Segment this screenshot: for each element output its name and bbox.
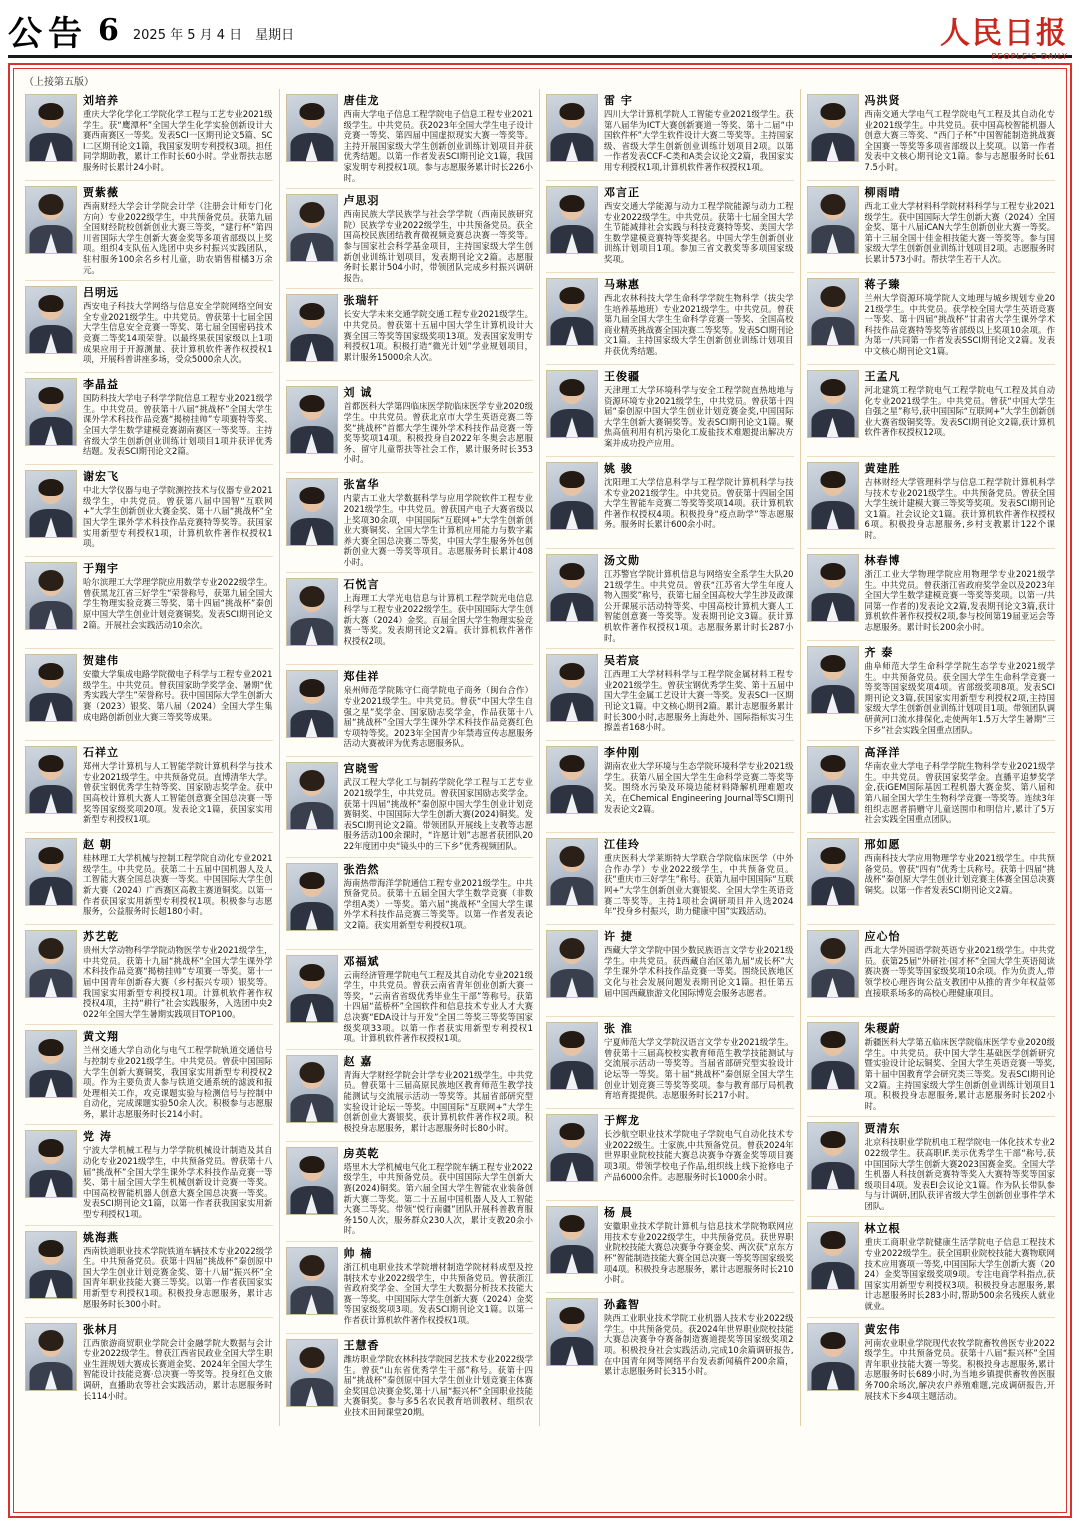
portrait-photo: [25, 654, 77, 722]
person-description: 武汉工程大学化工与制药学院化学工程与工艺专业2021级学生，中共党员。曾获国家国励志奖学金。获第十四届“挑战杯”秦创原中国大学生创业计划竞赛铜奖、中国国际大学生创新大赛(2024)铜奖。发表SCI期刊论文2篇。带领团队开展线上支教等志愿服务活动100余课时，“许愿计划”志愿者获团队2022年度团中央“镜头中的三下乡”优秀视频团队。: [343, 777, 533, 852]
person-description: 长安大学未来交通学院交通工程专业2021级学生。中共党员。曾获第十五届中国大学生计算机设计大赛全国三等奖等国家级奖项13项。发表国家发明专利授权1项。积极打造“微光计划”学业规划项目，累计服务15000余人次。: [343, 309, 533, 362]
publication-date: 2025 年 5 月 4 日 星期日: [132, 28, 295, 43]
portrait-photo: [546, 554, 598, 622]
entry-text: [604, 370, 794, 451]
award-entry: [807, 457, 1056, 549]
entry-text: [865, 278, 1056, 359]
newspaper-logo-text: 人民日报: [940, 16, 1068, 51]
person-description: 长沙航空职业技术学院电子学院电气自动化技术专业2022级生。士家族,中共预备党员。曾获2024年世界职业院校技能大赛总决赛争夺赛金奖等项目赛项3项。带领学校电子作品,组织线上线下抢修电子产品6000余件。志愿服务时长1000余小时。: [604, 1129, 794, 1182]
entry-text: [344, 762, 534, 851]
award-entry: [286, 858, 534, 950]
entry-text: [865, 1022, 1056, 1111]
portrait-photo: [286, 1147, 338, 1215]
portrait-photo: [807, 646, 859, 714]
portrait-photo: [546, 838, 598, 906]
entry-text: [83, 562, 273, 643]
person-description: 安徽职业技术学院计算机与信息技术学院物联网应用技术专业2022级学生，中共预备党员。获世界职业院校技能大赛总决赛争夺赛金奖、两次获“京东方杯”智能制造技能大赛全国总决赛一等奖等国家级奖项4项。积极投身志愿服务，累计志愿服务时长210小时。: [604, 1221, 794, 1285]
person-name: 齐 泰: [864, 646, 894, 659]
award-entry: [807, 1217, 1056, 1317]
person-name: 朱稷蔚: [864, 1022, 901, 1036]
person-name: 林立根: [864, 1222, 901, 1236]
portrait-photo: [286, 194, 338, 262]
person-name: 郑佳祥: [343, 670, 380, 684]
person-name: 杨 晨: [604, 1206, 633, 1220]
award-entry: [807, 641, 1056, 741]
person-name: 张 淮: [604, 1022, 633, 1036]
entry-column: [540, 89, 801, 1426]
award-entry: [286, 381, 534, 473]
person-description: 浙江工业大学物理学院应用物理学专业2021级学生。中共党员。曾获浙江省政府奖学金以及2023年全国大学生数学建模竞赛一等奖等奖项。以第一/共同第一作者的)发表论文2篇,发表期刊论文3篇,获计算机软件著作权授权2项,参与校间第19届亚运会等志愿服务。累计时长200余小时。: [864, 569, 1055, 632]
portrait-photo: [546, 1206, 598, 1274]
person-name: 苏艺乾: [83, 930, 119, 944]
award-entry: [25, 557, 273, 649]
person-description: 曲阜师范大学生命科学学院生态学专业2021级学生。中共预备党员。获全国大学生生命科学竞赛一等奖等国家级奖项4项。省部级奖项8项。发表SCI期刊论文3篇,获国家实用新型专利授权2项,主持国家级大学生创新创业训练计划项目1项。带领团队调研黄河口流水排保化,走使两年1.5万大学生暑期“三下乡”社会实践全国重点团队。: [864, 661, 1055, 735]
portrait-photo: [286, 578, 338, 646]
person-description: 北京科技职业学院机电工程学院电一体化技术专业2022级学生。获高职IF.美示优秀学生干部“称号,获中国国际大学生创新大赛2023国赛金奖。全国大学生机器人科技创新竞赛特等奖入大赛特等奖等国家级项目4项。发表EI会议论文1篇。作为队长带队参与与计调研,团队获评省级大学生创新创业事件学术团队。: [864, 1137, 1055, 1211]
portrait-photo: [286, 294, 338, 362]
announcement-frame: [8, 63, 1072, 1518]
award-entry: [546, 649, 794, 741]
person-name: 石祥立: [83, 746, 119, 760]
award-entry: [807, 833, 1056, 925]
award-entry: [546, 365, 794, 457]
person-description: 哈尔滨理工大学理学院应用数学专业2022级学生。曾获黑龙江省三好学生“荣誉称号，获第九届全国大学生物理实验竞赛三等奖、第十四届“挑战杯”秦创原中国大学生创业计划竞赛铜奖。发表SCI期刊论文2篇。开展社会实践活动10余次。: [83, 577, 273, 630]
award-entry: [546, 1017, 794, 1109]
entry-text: [604, 654, 794, 735]
person-description: 泉州师范学院陈守仁商学院电子商务（闽台合作）专业2021级学生。中共党员。曾获“中国大学生自强之星”奖学金、国家励志奖学金，作品获第十八届“挑战杯”全国大学生课外学术科技作品竞赛红色专项特等奖。2023年全国青少年禁毒宣传志愿服务活动大赛被评为优秀志愿服务队。: [343, 685, 533, 749]
entry-text: [865, 554, 1056, 635]
entry-text: [865, 930, 1056, 1011]
person-name: 应心怡: [864, 930, 901, 944]
award-entry: [546, 833, 794, 925]
portrait-photo: [286, 762, 338, 830]
portrait-photo: [286, 478, 338, 546]
portrait-photo: [807, 1323, 859, 1391]
portrait-photo: [286, 1247, 338, 1315]
person-description: 西北农林科技大学生命科学学院生物科学（拔尖学生培养基地班）专业2021级学生。中共党员。曾获第九届全国大学生生命科学竞赛一等奖、全国高校商业精英挑战赛全国决赛二等奖等。发表SCI期刊论文1篇。主持国家级大学生创新创业训练计划项目并获优秀结题。: [604, 293, 794, 356]
section-title: 公告: [8, 14, 88, 54]
entry-text: [83, 286, 273, 367]
continued-note: （上接第五版）: [24, 77, 94, 88]
portrait-photo: [25, 746, 77, 814]
person-name: 赵 朝: [83, 838, 112, 852]
portrait-photo: [25, 1030, 77, 1098]
person-name: 张富华: [343, 478, 380, 492]
person-name: 贾清东: [864, 1122, 901, 1136]
person-name: 姚海燕: [83, 1230, 119, 1244]
person-description: 西北工业大学材料科学院材料科学与工程专业2021级学生。获中国国际大学生创新大赛（2024）全国金奖、第十八届iCAN大学生创新创业大赛一等奖。第十三届全国十佳金相技能大赛一等奖等。参与国家级大学生创新创业训练计划项目2项。志愿服务时长累计573小时。帮扶学生若干人次。: [864, 201, 1055, 264]
person-name: 于翔宇: [83, 562, 119, 576]
portrait-photo: [546, 278, 598, 346]
person-name: 许 捷: [604, 930, 633, 944]
entry-text: [344, 194, 534, 283]
entry-text: [344, 1339, 534, 1421]
person-name: 孙鑫智: [604, 1298, 640, 1312]
entry-text: [83, 838, 273, 919]
portrait-photo: [807, 278, 859, 346]
person-description: 湖南农业大学环境与生态学院环境科学专业2021级学生。获第八届全国大学生生命科学竞赛二等奖等奖。围绕水污染及环境边能材料降解机理难题攻关，在Chemical Engineering Journal等SCI期刊发表论文2篇。: [604, 761, 794, 814]
person-name: 宫晓雪: [343, 762, 380, 776]
page-number: 6: [98, 13, 119, 48]
person-description: 天津理工大学环境科学与安全工程学院直热地地与资源环境专业2021级学生，中共党员。曾获第十四届“秦创原中国大学生创业计划竞赛金奖,中国国际大学生创新大赛铜奖等。发表SCI期刊论文1篇。聚焦高值利用有机污染化工废盐技术难题提出解决方案并成功投产应用。: [604, 385, 794, 448]
portrait-photo: [807, 838, 859, 906]
award-entry: [807, 365, 1056, 457]
entry-text: [83, 930, 273, 1019]
person-description: 西北大学外国语学院英语专业2021级学生。中共党员。获第25届“外研社·国才杯”全国大学生英语阅读赛决赛一等奖等国家级奖项10余项。作为负责人,带领学校心理咨询公益支教团中从推的青少年权益邻直接联系场多的高校心理健康项目。: [864, 945, 1055, 998]
person-description: 云南经济管理学院电气工程及其自动化专业2021级学生，中共党员。曾获云南省青年创业创新大赛一等奖，“云南省省级优秀毕业生干部”等称号。获第十四届“蓝桥杯”全国软件和信息技术专业人才大赛总决赛“EDA设计与开发”全国二等奖三等奖等国家级奖项33项。以第一作者获实用新型专利授权1项。计算机软件著作权授权1项。: [343, 969, 533, 1044]
person-name: 卢思羽: [343, 194, 380, 208]
award-entry: [546, 457, 794, 549]
portrait-photo: [807, 930, 859, 998]
person-description: 青海大学财经学院会计学专业2021级学生。中共党员。曾获第十三届高原民族地区教育师范生教学技能测试与交流展示活动一等奖等。其届省部研究型实验设计论坛一等奖。中国国际“互联网+”大学生创新创业大赛银奖，获计算机软件著作权2项。积极投身志愿服务，累计志愿服务时长80小时。: [343, 1069, 533, 1133]
person-description: 重庆工商职业学院健康生活学院电子信息工程技术专业2022级学生。获全国职业院校技能大赛物联网技术应用赛项一等奖,中国国际大学生创新大赛（2024）金奖等国家级奖项9项。专注电商学科指点,获国家实用新型专利授权3项。积极投身志愿服务,累计志愿服务时长283小时,帮助500余名残疾人就业就业。: [864, 1237, 1055, 1312]
person-name: 于辉龙: [604, 1114, 640, 1128]
portrait-photo: [25, 838, 77, 906]
portrait-photo: [546, 462, 598, 530]
award-entry: [546, 181, 794, 273]
person-description: 吉林财经大学管理科学与信息工程学院计算机科学与技术专业2021级学生。中共预备党员。曾获全国大学生统计建模大赛三等奖等奖项。发表SCI期刊论文1篇。社会议论文1篇。获计算机软件著作权授权6项。积极投身志愿服务,乡村支教累计122个课时。: [864, 477, 1055, 540]
entry-text: [344, 1147, 534, 1236]
portrait-photo: [25, 94, 77, 162]
person-name: 张林月: [83, 1322, 119, 1336]
portrait-photo: [25, 286, 77, 354]
entry-text: [83, 654, 273, 735]
award-entry: [807, 549, 1056, 641]
person-description: 西南铁道职业技术学院铁道车辆技术专业2022级学生。中共预备党员。获第十四届“挑战杯”秦创原中国大学生创业计划竞赛金奖、第十八届“振兴杯”全国青年职业技能大赛三等奖。以第一作者获国家实用新型专利授权1项。积极投身志愿服务，累计志愿服务时长300小时。: [83, 1245, 273, 1309]
award-entry: [546, 925, 794, 1017]
person-description: 华南农业大学电子科学学院生物科学专业2021级学生。中共党员。曾获国家奖学金。直播平追梦奖学金,获iGEM国际基因工程机器大赛金奖、第八届和第八届全国大学生生物科学竞赛一等奖等。连续3年组织志愿者捐赠守儿童送围巾和明信片,累计了5万社会实践全国重点团队。: [864, 761, 1055, 825]
award-entry: [807, 1017, 1056, 1117]
entry-text: [604, 930, 794, 1011]
person-name: 刘培养: [83, 94, 119, 107]
portrait-photo: [807, 1222, 859, 1290]
award-entry: [286, 1142, 534, 1242]
award-entry: [25, 181, 273, 281]
entry-text: [865, 1122, 1056, 1211]
person-name: 林春博: [864, 554, 901, 567]
person-name: 贾紫薇: [83, 186, 119, 199]
award-entry: [286, 1242, 534, 1334]
person-name: 吕明远: [83, 286, 119, 300]
person-name: 赵 嘉: [343, 1054, 373, 1068]
person-name: 冯洪贤: [864, 94, 901, 107]
entry-text: [865, 94, 1056, 175]
entry-column: [801, 89, 1062, 1426]
person-description: 四川大学计算机学院人工智能专业2021级学生。获第八届华为ICT大赛创新赛道一等奖、第十二届“中国软件杯”大学生软件设计大赛二等奖等。主持国家级、省级大学生创新创业训练计划项目2项。以第一作者发表CCF-C类和A类会议论文2篇，我国家实用专利授权1项,计算机软件著作权授权1项。: [604, 109, 794, 172]
person-name: 邢如愿: [864, 838, 901, 852]
portrait-photo: [546, 654, 598, 722]
person-description: 河南农业职业学院现代农牧学院畜牧兽医专业2022级学生。中共预备党员。获第十八届“振兴杯”全国青年职业技能大赛一等奖。积极投身志愿服务,累计志愿服务时长689小时,为当地乡镇提供畜牧兽医服务700余场次,解决农户养殖难题,完成调研报告,开展技术下乡4项主题活动。: [864, 1337, 1055, 1401]
person-description: 西南大学电子信息工程学院电子信息工程专业2021级学生。中共党员。获2023年全国大学生电子设计竞赛一等奖、第四届中国虚拟现实大赛一等奖等。主持开展国家级大学生创新创业训练计划项目并获优秀结题。以第一作者发表SCI期刊论文1篇，我国家发明专利授权1项。参与志愿服务累计时长226小时。: [343, 109, 533, 183]
entry-column: [19, 89, 280, 1426]
portrait-photo: [25, 562, 77, 630]
portrait-photo: [286, 94, 338, 162]
portrait-photo: [807, 746, 859, 814]
person-description: 江西旅游商贸职业学院会计金融学院大数据与会计专业2022级学生。曾获江西省民政业全国大学生职业生涯规划大赛成长赛道金奖、2024年全国大学生智能设计技能竞赛·总决赛一等奖等。投身红色文旅调研，直播助农等社会实践活动，累计志愿服务时长114小时。: [83, 1337, 273, 1401]
person-description: 西南交通大学电气工程学院电气工程及其自动化专业2021级学生。中共党员。获中国高校智能机器人创意大赛三等奖、“西门子杯”中国智能制造挑战赛全国赛一等奖等多项省部级以上奖项。以第一作者发表中文核心期刊论文1篇。参与志愿服务时长617.5小时。: [864, 109, 1055, 172]
portrait-photo: [807, 1122, 859, 1190]
person-description: 兰州大学资源环境学院人文地理与城乡规划专业2021级学生。中共党员。获学校全国大学生英语竞赛一等奖、第十四届“挑战杯”甘肃省大学生课外学术科技作品竞赛特等奖等省部级以上奖项10余项。作为第一/共同第一作者发表SSCI期刊论文2篇。发表中文核心期刊论文1篇。: [864, 293, 1055, 356]
portrait-photo: [807, 554, 859, 622]
portrait-photo: [286, 386, 338, 454]
portrait-photo: [286, 670, 338, 738]
entry-text: [604, 1206, 794, 1287]
entry-text: [604, 186, 794, 267]
entry-text: [83, 1323, 273, 1405]
award-entry: [25, 833, 273, 925]
award-entry: [286, 573, 534, 665]
person-description: 宁波大学机械工程与力学学院机械设计制造及其自动化专业2021级学生，中共预备党员。曾获第十八届“挑战杯”全国大学生课外学术科技作品竞赛一等奖、第十届全国大学生机械创新设计竞赛一等奖。中国高校智能机器人创意大赛全国总决赛一等奖。发表SCI期刊论文1篇，以第一作者获我国家实用新型专利授权1项。: [83, 1145, 273, 1220]
person-description: 塔里木大学机械电气化工程学院车辆工程专业2022级学生，中共预备党员。获中国国际大学生创新大赛(2024)铜奖。第六届全国大学生智能农业装备创新大赛二等奖。第二十五届中国机器人及人工智能大赛二等奖。带领“悦行南疆”团队开展科普教育服务150人次，服务群众230人次，累计支教20余小时。: [343, 1161, 533, 1236]
award-entry: [286, 473, 534, 573]
portrait-photo: [546, 186, 598, 254]
person-name: 高泽洋: [864, 746, 901, 760]
portrait-photo: [807, 370, 859, 438]
award-entry: [807, 741, 1056, 833]
person-description: 海南热带海洋学院通信工程专业2021级学生。中共预备党员。获第十五届全国大学生数学竞赛（非数学组A类）一等奖。第六届“挑战杯”全国大学生课外学术科技作品竞赛三等奖等。以第一作者发表论文2篇。获实用新型专利授权1项。: [343, 877, 533, 930]
person-description: 浙江机电职业技术学院增材制造学院材料成型及控制技术专业2022级学生，中共预备党员。曾获浙江省政府奖学金、全国大学生大数据分析技术技能大赛一等奖。中国国际大学生创新大赛（2024）金奖等国家级奖项3项。发表SCI期刊论文1篇。以第一作者获计算机软件著作权授权1项。: [343, 1261, 533, 1325]
award-entry: [286, 665, 534, 757]
award-entry: [546, 741, 794, 833]
award-entry: [25, 465, 273, 557]
entry-column: [280, 89, 541, 1426]
award-entry: [546, 549, 794, 649]
entry-text: [865, 462, 1056, 543]
portrait-photo: [546, 930, 598, 998]
entry-text: [83, 746, 273, 827]
person-description: 陕西工业职业技术学院工业机器人技术专业2022级学生。中共预备党员。获2024年世界职业院校技能大赛总决赛争夺赛备制造赛道提奖等国家级奖项2项。积极投身社会实践活动,完成10余篇调研报告,在中国青年网等网络平台发表新闻稿件200余篇，累计志愿服务时长315小时。: [604, 1313, 794, 1377]
award-entry: [286, 1050, 534, 1142]
person-name: 吴若宸: [604, 654, 640, 668]
portrait-photo: [286, 1339, 338, 1407]
portrait-photo: [546, 1298, 598, 1366]
entry-text: [83, 1130, 273, 1219]
person-description: 新疆医科大学第五临床医学院临床医学专业2020级学生。中共党员。获中国大学生基础医学创新研究暨实验设计论坛铜奖、全国大学生英语竞赛一等奖,第十届中国教育学会研究类三等奖。发表SCI期刊论文2篇。主持国家级大学生创新创业训练计划项目1项。积极投身志愿服务,累计志愿服务时长202小时。: [864, 1037, 1055, 1111]
entry-text: [344, 670, 534, 751]
person-description: 安徽大学集成电路学院微电子科学与工程专业2021级学生。中共党员。曾获国家助学奖学金、暑期“优秀实践大学生”荣誉称号。获中国国际大学生创新大赛（2023）银奖、第八届（2024）全国大学生集成电路创新创业大赛三等奖等成果。: [83, 669, 273, 722]
award-entry: [25, 1318, 273, 1410]
award-entry: [286, 950, 534, 1050]
entry-text: [83, 470, 273, 551]
entry-text: [604, 838, 794, 919]
person-name: 李仲刚: [604, 746, 640, 760]
person-name: 贺建伟: [83, 654, 119, 668]
person-description: 河北建筑工程学院电气工程学院电气工程及其自动化专业2021级学生。中共党员。曾获“中国大学生自强之星”称号,获中国国际“互联网+”大学生创新创业大赛省级铜奖等。发表SCI期刊论文2篇,获计算机软件著作权授权12项。: [864, 385, 1055, 438]
portrait-photo: [546, 94, 598, 162]
person-name: 张浩然: [343, 862, 380, 876]
entry-text: [344, 478, 534, 567]
person-description: 贵州大学动物科学学院动物医学专业2021级学生，中共党员。获第十九届“挑战杯”全国大学生课外学术科技作品竞赛“揭榜挂帅”专项赛一等奖。第十一届中国青年创新春大赛（乡村振兴专项）银奖等。我国家实用新型专利授权1项。计算机软件著作权授权4项，主持“耕行”社会实践服务，入选团中央2022年全国大学生暑期实践项目TOP100。: [83, 945, 273, 1019]
person-description: 江西理工大学材料科学与工程学院金属材料工程专业2021级学生。曾获宝钢优秀学生奖、第十五届中国大学生金属工艺设计大赛一等奖。发表SCI一区期刊论文1篇。中文核心期刊2篇。累计志愿服务累计时长300小时,志愿服务上海赴外、国际指标实习生擦盖者168小时。: [604, 669, 794, 733]
entry-text: [344, 863, 534, 944]
entry-text: [604, 462, 794, 543]
entry-text: [865, 746, 1056, 827]
person-name: 刘 诚: [343, 386, 373, 400]
award-entry: [25, 1025, 273, 1125]
portrait-photo: [807, 1022, 859, 1090]
entry-text: [344, 94, 534, 183]
person-name: 张瑞轩: [343, 294, 380, 308]
person-description: 桂林理工大学机械与控制工程学院自动化专业2021级学生。中共党员。获第二十五届中国机器人及人工智能大赛全国总决赛一等奖。中国国际大学生创新大赛（2024）广西赛区高教主赛道铜奖。以第一作者获国家实用新型专利授权1项。积极参与志愿服务，公益服务时长超180小时。: [83, 853, 273, 917]
person-description: 西南科技大学应用物理学专业2021级学生。中共预备党员。曾获“四有”优秀士兵称号。获第十四届“挑战杯”秦创原大学生创业计划竞赛主体赛全国总决赛铜奖。以第一作者发表SCI期刊论文2篇。: [864, 853, 1055, 895]
entry-text: [865, 646, 1056, 735]
award-entry: [546, 1293, 794, 1385]
award-entry: [25, 1125, 273, 1225]
person-name: 王俊疆: [604, 370, 640, 383]
award-entry: [546, 1109, 794, 1201]
person-name: 邓福斌: [343, 954, 380, 968]
entry-text: [83, 186, 273, 275]
award-entry: [25, 281, 273, 373]
entry-text: [604, 1022, 794, 1103]
entry-text: [865, 1222, 1056, 1311]
award-entry: [807, 273, 1056, 365]
newspaper-logo-subtext: PEOPLE'S DAILY: [991, 52, 1068, 61]
award-entry: [25, 1226, 273, 1318]
entry-text: [344, 955, 534, 1044]
person-name: 石悦言: [343, 578, 380, 592]
award-entry: [807, 1318, 1056, 1410]
person-description: 重庆医科大学莱斯特大学联合学院临床医学（中外合作办学）专业2022级学生，中共预备党员。获“重庆市三好学生”称号。获第九届中国国际“互联网+”大学生创新创业大赛银奖、全国大学生英语竞赛二等奖等。主持1项社会调研项目并入选2024年“投身乡村振兴，助力健康中国”实践活动。: [604, 853, 794, 917]
person-description: 兰州交通大学自动化与电气工程学院轨道交通信号与控制专业2021级学生。中共党员。曾获中国国际大学生创新大赛铜奖，我国家实用新型专利授权2项。作为主要负责人参与铁道交通系统的滤波和报处理相关工作，攻克课题实验与检测信号与控制中自动化，完成课题实验50余人次。积极参与志愿服务，累计志愿服务时长214小时。: [83, 1045, 273, 1119]
person-name: 帅 楠: [343, 1246, 373, 1260]
person-name: 唐佳龙: [343, 94, 380, 107]
person-description: 中北大学仪器与电子学院测控技术与仪器专业2021级学生，中共党员。曾获第八届中国智“互联网+”大学生创新创业大赛金奖、第十八届“挑战杯”全国大学生课外学术科技作品竞赛特等奖等。获国家实用新型专利授权1项，计算机软件著作权授权1项。: [83, 485, 273, 549]
person-description: 郑州大学计算机与人工智能学院计算机科学与技术专业2021级学生。中共预备党员。直博清华大学。曾获宝钢优秀学生特等奖、国家励志奖学金。获中国高校计算机大赛人工智能创意赛全国总决赛一等奖等国家级奖项20项。发表论文1篇，获国家实用新型专利授权1项。: [83, 761, 273, 825]
award-entry: [546, 273, 794, 365]
entry-text: [83, 378, 273, 459]
entries-grid: [19, 89, 1061, 1426]
portrait-photo: [546, 370, 598, 438]
person-description: 西安电子科技大学网络与信息安全学院网络空间安全专业2021级学生。中共党员。曾获第十七届全国大学生信息安全竞赛一等奖、第七届全国密码技术竞赛二等奖14项荣誉。以最终果获国家级以上1项成果应用于开源测量、获计算机软件著作权授权1项，开展科普讲座多场，受众5000余人次。: [83, 301, 273, 365]
entry-text: [83, 1231, 273, 1312]
person-name: 雷 宇: [604, 94, 633, 107]
person-name: 王孟凡: [864, 370, 901, 383]
portrait-photo: [25, 1231, 77, 1299]
person-name: 马琳惠: [604, 278, 640, 291]
portrait-photo: [546, 1114, 598, 1182]
entry-text: [344, 294, 534, 375]
person-description: 上海理工大学光电信息与计算机工程学院光电信息科学与工程专业2022级学生。获中国国际大学生创新大赛（2024）金奖。百届全国大学生物理实验竞赛一等奖。发表期刊论文2篇。获计算机软件著作权授权2项。: [343, 593, 533, 646]
award-entry: [25, 89, 273, 181]
entry-text: [865, 1323, 1056, 1405]
entry-text: [604, 1114, 794, 1195]
award-entry: [286, 1334, 534, 1426]
entry-text: [865, 186, 1056, 267]
award-entry: [807, 89, 1056, 181]
portrait-photo: [286, 863, 338, 931]
portrait-photo: [546, 1022, 598, 1090]
entry-text: [604, 278, 794, 359]
award-entry: [25, 649, 273, 741]
portrait-photo: [546, 746, 598, 814]
award-entry: [546, 89, 794, 181]
person-name: 黄宏伟: [864, 1322, 901, 1336]
person-name: 黄建胜: [864, 462, 901, 475]
award-entry: [286, 89, 534, 189]
person-description: 西南财经大学会计学院会计学（注册会计师专门化方向）专业2022级学生，中共预备党员。获第九届全国财经院校创新创业大赛三等奖，“建行杯”第四川省国际大学生创新大赛金奖等多项省部级以上奖项。组织4支队伍入选团中央乡村振兴实践团队，驻村服务100余名乡村儿童，助农销售柑橘3万余元。: [83, 201, 273, 275]
person-description: 江苏警官学院计算机信息与网络安全系学生大队2021级学生。中共党员。曾获“江苏省大学生年度人物入围奖”称号，获第七届全国高校大学生涉及政课公开课展示活动特等奖、中国高校计算机大赛人工智能创意赛一等奖等。发表期刊论文3篇。获计算机软件著作权授权1项。志愿服务累计时长287小时。: [604, 569, 794, 643]
person-name: 谢宏飞: [83, 470, 119, 484]
person-description: 重庆大学化学化工学院化学工程与工艺专业2021级学生。获“鹰潭杯”全国大学生化学实验创新设计大赛西南赛区一等奖。发表SCI一区期刊论文5篇、SCI二区期刊论文1篇，我国家发明专利授权3项。担任同学期助教，累计工作时长60小时。学业帮扶志愿服务时长累计24小时。: [83, 109, 273, 172]
person-name: 柳雨晴: [864, 186, 901, 199]
portrait-photo: [25, 930, 77, 998]
entry-text: [344, 1247, 534, 1328]
person-name: 黄文翔: [83, 1030, 119, 1044]
person-name: 邓言正: [604, 186, 640, 199]
entry-text: [83, 94, 273, 175]
award-entry: [286, 189, 534, 289]
person-name: 王慧香: [343, 1338, 380, 1352]
person-name: 党 涛: [83, 1130, 112, 1144]
award-entry: [807, 1117, 1056, 1217]
person-name: 蒋子臻: [864, 278, 901, 291]
person-description: 内蒙古工业大学数据科学与应用学院软件工程专业2021级学生。中共党员。曾获国产电子大赛省级以上奖项30余项，中国国际“互联网+”大学生创新创业大赛铜奖、全国大学生计算机应用能力与数字素养大赛全国总决赛二等奖，中国大学生服务外包创新创业大赛一等奖等项目。志愿服务时长累计408小时。: [343, 493, 533, 567]
portrait-photo: [25, 470, 77, 538]
newspaper-logo: [940, 8, 1068, 61]
entry-text: [604, 1298, 794, 1380]
masthead: [8, 6, 1072, 61]
award-entry: [807, 925, 1056, 1017]
award-entry: [25, 925, 273, 1025]
person-name: 江佳玲: [604, 838, 640, 852]
portrait-photo: [25, 186, 77, 254]
person-name: 汤文勋: [604, 554, 640, 567]
portrait-photo: [25, 1130, 77, 1198]
portrait-photo: [807, 94, 859, 162]
entry-text: [344, 578, 534, 659]
portrait-photo: [807, 186, 859, 254]
award-entry: [286, 289, 534, 381]
portrait-photo: [286, 955, 338, 1023]
entry-text: [604, 746, 794, 827]
entry-text: [344, 386, 534, 467]
award-entry: [286, 757, 534, 857]
award-entry: [25, 741, 273, 833]
person-description: 沈阳理工大学信息科学与工程学院计算机科学与技术专业2021级学生。中共党员。曾获第十四届全国大学生智能车竞赛二等奖等奖项14项。获计算机软件著作权授权4项。积极投身“疫点助学”等志愿服务。服务时长累计600余小时。: [604, 477, 794, 530]
entry-text: [344, 1055, 534, 1136]
award-entry: [25, 373, 273, 465]
portrait-photo: [25, 1323, 77, 1391]
entry-text: [83, 1030, 273, 1119]
person-description: 宁夏师范大学文学院汉语言文学专业2021级学生。曾获第十三届高校校实教育师范生教学技能测试与交流展示活动一等奖等。当届省部研究型实验设计论坛等一等奖。第十届“挑战杯”秦创原全国大学生创业计划竞赛三等奖等奖项。参与教育部厅局机教育培育提提供。志愿服务时长217小时。: [604, 1037, 794, 1101]
entry-text: [865, 838, 1056, 919]
entry-text: [865, 370, 1056, 451]
person-description: 西藏大学文学院中国少数民族语言文学专业2021级学生。中共党员。获西藏自治区第九届“成长杯”大学生课外学术科技作品竞赛一等奖。围绕民族地区文化与社会发展问题发表期刊论文1篇。担任第五届中国西藏旅游文化国际博览会服务志愿者。: [604, 945, 794, 998]
person-description: 潍坊职业学院农林科技学院园艺技术专业2022级学生。曾获“山东省优秀学生干部”称号。获第十四届“挑战杯”秦创原中国大学生创业计划竞赛主体赛金奖国总决赛金奖,第十八届“振兴杯”全国职业技能大赛铜奖。参与多5名农民教育培训教材、组织农业技术田间课堂20期。: [343, 1353, 533, 1417]
entry-text: [604, 554, 794, 643]
announcement-body: [13, 68, 1067, 1513]
award-entry: [807, 181, 1056, 273]
person-description: 国防科技大学电子科学学院信息工程专业2021级学生。中共党员。曾获第十八届“挑战杯”全国大学生课外学术科技作品竞赛“揭榜挂帅”专项赛特等奖、全国大学生数学建模竞赛湖南赛区一等奖等。主持省级大学生创新创业训练计划项目1项并获评优秀结题。发表SCI期刊论文2篇。: [83, 393, 273, 457]
person-description: 首都医科大学第四临床医学院临床医学专业2020级学生。中共党员。曾获北京市大学生英语竞赛二等奖“挑战杯”首都大学生课外学术科技作品竞赛一等奖等奖项14项。积极投身自2022年冬奥会志愿服务、留守儿童帮扶等社会工作，累计服务时长353小时。: [343, 401, 533, 465]
entry-text: [604, 94, 794, 175]
person-description: 西安交通大学能源与动力工程学院能源与动力工程专业2022级学生。中共党员。获第十七届全国大学生节能减排社会实践与科技竞赛特等奖、美国大学生数学建模竞赛特等奖提名。中国大学生创新创业训练计划项目1项。参加三省文教奖等多项国家级奖项。: [604, 201, 794, 264]
person-name: 房英乾: [343, 1146, 380, 1160]
person-name: 李晶益: [83, 378, 119, 392]
person-name: 姚 骏: [604, 462, 633, 475]
person-description: 西南民族大学民族学与社会学学院（西南民族研究院）民族学专业2022级学生，中共预备党员。获全国高校民族团结教育微视频竞赛总决赛一等奖等。参与国家社会科学基金项目，主持国家级大学生创新创业训练计划项目，发表期刊论文2篇。志愿服务时长累计504小时，带领团队完成乡村振兴调研报告。: [343, 209, 533, 283]
portrait-photo: [286, 1055, 338, 1123]
portrait-photo: [807, 462, 859, 530]
portrait-photo: [25, 378, 77, 446]
award-entry: [546, 1201, 794, 1293]
